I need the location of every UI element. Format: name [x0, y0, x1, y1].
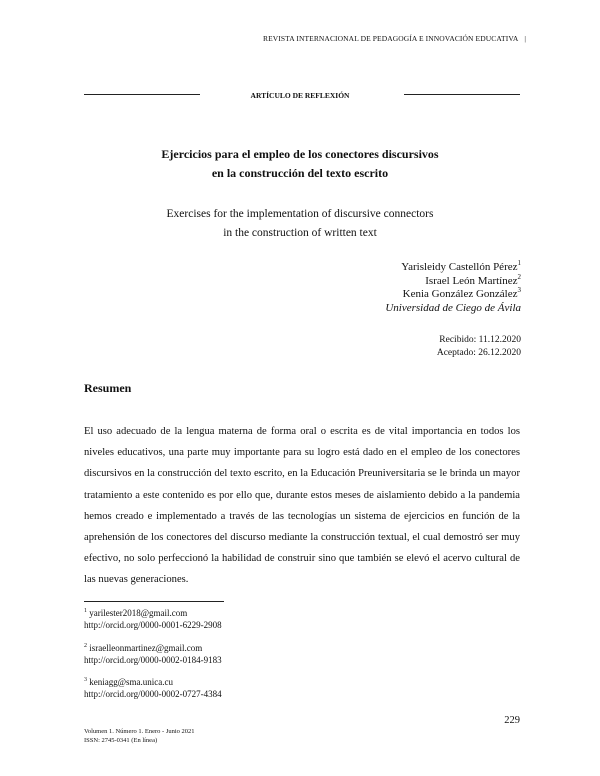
abstract-heading: Resumen [84, 381, 132, 395]
page-number: 229 [504, 715, 520, 726]
email-link[interactable]: yarilester2018@gmail.com [89, 608, 188, 618]
title-en-line-2: in the construction of written text [223, 227, 377, 239]
affiliation: Universidad de Ciego de Ávila [385, 302, 521, 314]
author-1 [401, 261, 521, 273]
author-2 [425, 275, 521, 287]
orcid-link[interactable]: http://orcid.org/0000-0002-0727-4384 [84, 688, 222, 699]
issue-info [84, 728, 195, 745]
issue-volume: Volumen 1. Número 1. Enero - Junio 2021 [84, 728, 195, 735]
author-name: Yarisleidy Castellón Pérez [401, 261, 518, 273]
running-header [263, 34, 526, 43]
author-footnote-mark: 1 [517, 259, 521, 267]
footnote-email [84, 608, 222, 620]
author-3 [403, 288, 521, 300]
accepted-date: Aceptado: 26.12.2020 [436, 348, 521, 358]
footnote-1 [84, 608, 222, 631]
title-en-line-1: Exercises for the implementation of discursive connectors [166, 208, 434, 220]
article-type-rule-right [404, 94, 520, 95]
author-footnote-mark: 2 [517, 273, 521, 281]
footnote-email [84, 643, 222, 655]
orcid-link[interactable]: http://orcid.org/0000-0001-6229-2908 [84, 619, 222, 630]
email-link[interactable]: keniagg@sma.unica.cu [89, 677, 174, 687]
footnote-3 [84, 677, 222, 700]
abstract-text: El uso adecuado de la lengua materna de forma oral o escrita es de vital importancia en todos los niveles educativos, una parte muy importante para su logro está dado en el empleo de los conectores discursivos en la construcción del texto escrito, en la Educación Preuniversitaria se le brinda un mayor tratamiento a este contenido es por ello que, durante estos meses de aislamiento debido a la pandemia hemos creado e implementado a través de las tecnologías un sistema de ejercicios en función de la aprehensión de los conectores del discurso mediante la construcción textual, el cual demostró ser muy efectivo, no solo perfeccionó la habilidad de construir sino que también se elevó el acervo cultural de las nuevas generaciones. [84, 426, 520, 586]
email-link[interactable]: israelleonmartinez@gmail.com [89, 643, 203, 653]
title-es-line-2: en la construcción del texto escrito [211, 166, 389, 180]
author-footnote-mark: 3 [517, 286, 521, 294]
journal-name: REVISTA INTERNACIONAL DE PEDAGOGÍA E INNOVACIÓN EDUCATIVA [263, 34, 519, 43]
author-name: Kenia González González [402, 288, 518, 300]
header-separator: | [524, 34, 526, 43]
received-date: Recibido: 11.12.2020 [439, 335, 521, 345]
footnote-mark: 3 [84, 677, 87, 683]
footnote-mark: 2 [84, 643, 87, 649]
footnote-2 [84, 643, 222, 666]
footnote-email [84, 677, 222, 689]
title-es-line-1: Ejercicios para el empleo de los conectores discursivos [161, 147, 439, 161]
issn: ISSN: 2745-0341 (En línea) [84, 736, 158, 744]
footnote-rule [84, 601, 224, 602]
article-type: ARTÍCULO DE REFLEXIÓN [250, 91, 350, 100]
orcid-link[interactable]: http://orcid.org/0000-0002-0184-9183 [84, 654, 222, 665]
footnote-mark: 1 [84, 608, 87, 614]
author-name: Israel León Martínez [425, 275, 518, 287]
